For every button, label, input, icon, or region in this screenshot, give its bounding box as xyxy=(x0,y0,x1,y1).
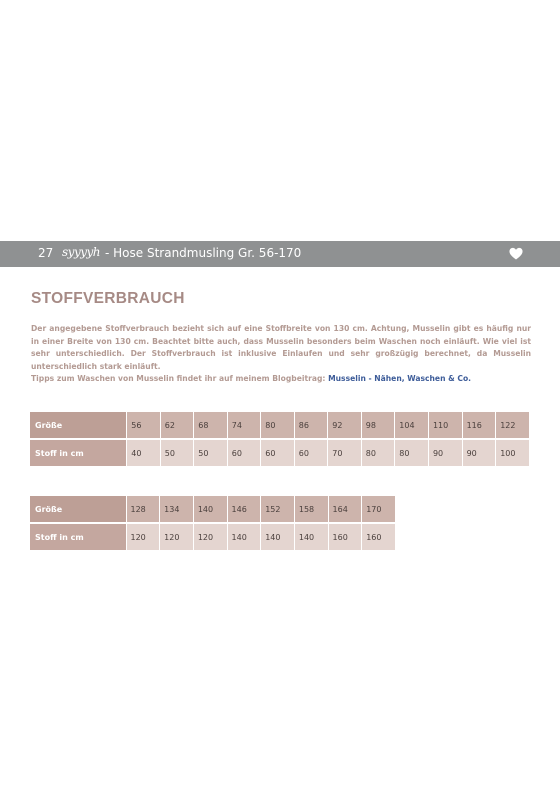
size-cell: 170 xyxy=(362,496,396,523)
size-cell: 158 xyxy=(294,496,328,523)
fabric-cell: 120 xyxy=(193,523,227,550)
fabric-cell: 100 xyxy=(496,439,530,466)
page-number: 27 xyxy=(38,246,54,260)
fabric-cell: 160 xyxy=(362,523,396,550)
fabric-row-label: Stoff in cm xyxy=(30,523,126,550)
tip-prefix: Tipps zum Waschen von Musselin findet ihr auf meinem Blogbeitrag: xyxy=(31,374,326,383)
header-title: - Hose Strandmusling Gr. 56-170 xyxy=(105,246,302,260)
size-cell: 146 xyxy=(227,496,261,523)
fabric-cell: 40 xyxy=(127,439,161,466)
fabric-table-2 xyxy=(30,496,396,550)
size-cell: 62 xyxy=(160,412,194,439)
size-cell: 164 xyxy=(328,496,362,523)
blog-link[interactable]: Musselin - Nähen, Waschen & Co. xyxy=(328,374,472,383)
size-cell: 104 xyxy=(395,412,429,439)
size-cell: 98 xyxy=(361,412,395,439)
intro-paragraph: Der angegebene Stoffverbrauch bezieht sich auf eine Stoffbreite von 130 cm. Achtung, Musselin gibt es häufig nur in einer Breite von 130 cm. Beachtet bitte auch, dass Musselin besonders beim Waschen noch einläuft. Wie viel ist sehr unterschiedlich. Der Stoffverbrauch ist inklusive Einlaufen und sehr großzügig berechnet, da Musselin unterschiedlich stark einläuft. xyxy=(31,324,531,371)
size-cell: 74 xyxy=(227,412,261,439)
fabric-cell: 80 xyxy=(361,439,395,466)
fabric-cell: 50 xyxy=(160,439,194,466)
size-cell: 68 xyxy=(194,412,228,439)
size-row-label: Größe xyxy=(30,496,126,523)
size-cell: 92 xyxy=(328,412,362,439)
fabric-cell: 90 xyxy=(462,439,496,466)
size-cell: 110 xyxy=(428,412,462,439)
brand-logo: syyyyh xyxy=(62,245,101,259)
size-cell: 128 xyxy=(126,496,160,523)
page-header xyxy=(0,241,560,267)
section-title: STOFFVERBRAUCH xyxy=(31,290,185,307)
fabric-cell: 60 xyxy=(261,439,295,466)
size-cell: 122 xyxy=(496,412,530,439)
fabric-cell: 120 xyxy=(160,523,194,550)
fabric-cell: 140 xyxy=(261,523,295,550)
size-cell: 134 xyxy=(160,496,194,523)
fabric-row xyxy=(30,439,530,466)
fabric-cell: 160 xyxy=(328,523,362,550)
fabric-row xyxy=(30,523,396,550)
fabric-cell: 50 xyxy=(194,439,228,466)
fabric-cell: 140 xyxy=(294,523,328,550)
size-cell: 140 xyxy=(193,496,227,523)
size-cell: 80 xyxy=(261,412,295,439)
size-cell: 56 xyxy=(127,412,161,439)
fabric-table-1 xyxy=(30,412,530,466)
heart-icon xyxy=(508,245,524,261)
fabric-cell: 120 xyxy=(126,523,160,550)
fabric-row-label: Stoff in cm xyxy=(30,439,127,466)
fabric-cell: 70 xyxy=(328,439,362,466)
fabric-cell: 60 xyxy=(294,439,328,466)
size-cell: 152 xyxy=(261,496,295,523)
size-cell: 116 xyxy=(462,412,496,439)
fabric-cell: 80 xyxy=(395,439,429,466)
fabric-cell: 60 xyxy=(227,439,261,466)
size-row xyxy=(30,412,530,439)
intro-tip xyxy=(31,373,531,386)
fabric-cell: 140 xyxy=(227,523,261,550)
size-cell: 86 xyxy=(294,412,328,439)
size-row xyxy=(30,496,396,523)
intro-text xyxy=(31,323,531,386)
size-row-label: Größe xyxy=(30,412,127,439)
fabric-cell: 90 xyxy=(428,439,462,466)
